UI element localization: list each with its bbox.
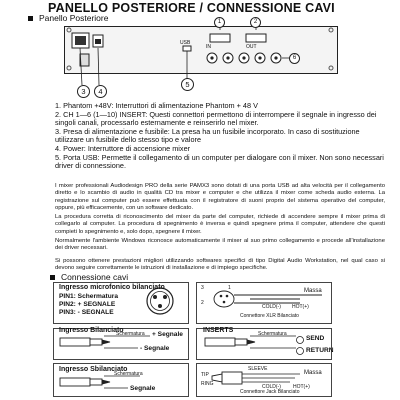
jack-tip-label: TIP xyxy=(201,372,209,378)
xlr-massa-label: Massa xyxy=(304,288,322,294)
line-unbalanced-title: Ingresso Sbilanciato xyxy=(59,366,128,373)
xlr-pin-1: 1 xyxy=(228,285,231,291)
procedure-paragraph: La procedura corretta di riconoscimento del mixer da parte del computer, richiede di accendere sempre il mixer prima di collegarlo al computer. La procedura di spegnimento è inversa e quindi spegnere prima il computer, attendere che questi compieti lo spegnimento e, solo dopo, spegnere il mixer. xyxy=(55,214,385,235)
balanced-minus-label: - Segnale xyxy=(140,345,170,352)
unbalanced-signal-label: Segnale xyxy=(130,385,156,392)
list-item: 4. Power: Interruttore di accensione mixer xyxy=(55,143,191,153)
usb-label: USB xyxy=(180,40,191,46)
callout-2: 2 xyxy=(250,17,261,28)
list-item: 5. Porta USB: Permette il collegamento di un computer per dialogare con il mixer. Non sono necessari driver di connessione. xyxy=(55,152,384,171)
line-balanced-title: Ingresso Bilanciato xyxy=(59,327,124,334)
list-item: 2. CH 1—6 (1—10) INSERT: Questi connettori permettono di interrompere il segnale in ingresso dei singoli canali, processarlo esternamente e reinserirlo nel mixer. xyxy=(55,109,377,128)
jack-cold-label: COLD(-) xyxy=(262,384,281,390)
windows-paragraph: Normalmente l'ambiente Windows riconosce automaticamente il mixer al suo primo collegamento e procede all'installazione dei driver necessari. xyxy=(55,238,385,252)
list-item: 3. Presa di alimentazione e fusibile: La presa ha un fusibile incorporato. In caso di sostituzione utilizzare un fusibile dello stesso tipo e valore xyxy=(55,126,360,145)
jack-ring-label: RING xyxy=(201,381,214,387)
unbalanced-shield-label: Schermatura xyxy=(114,371,143,377)
callout-1: 1 xyxy=(214,17,225,28)
usb-paragraph: I mixer professionali Audiodesign PRO della serie PAMX3 sono dotati di una porta USB ad alta velocità per il collegamento diretto e lo scambio di audio in qualità CD tra mixer e computer e che utilizza il mixer come scheda audio esterna. La registrazione sul computer può essere effettuata con il registratore di suoni proprio del sistema operativo del computer, oppure, più efficacemente, con un software dedicato. xyxy=(55,183,385,212)
pin-2-label: PIN2: + SEGNALE xyxy=(59,300,116,308)
page-title: PANELLO POSTERIORE / CONNESSIONE CAVI xyxy=(48,1,335,15)
inserts-return-label: RETURN xyxy=(306,347,334,354)
callout-6: 6 xyxy=(289,53,300,64)
inserts-send-label: SEND xyxy=(306,335,325,342)
callout-4: 4 xyxy=(94,85,107,98)
inserts-title: INSERTS xyxy=(203,327,234,334)
xlr-pin-3: 3 xyxy=(201,285,204,291)
cables-heading: Connessione cavi xyxy=(61,272,129,282)
list-item: 1. Phantom +48V: Interruttori di alimentazione Phantom + 48 V xyxy=(55,101,258,110)
jack-caption: Connettore Jack Bilanciato xyxy=(240,389,300,395)
daw-paragraph: Si possono ottenere prestazioni migliori utilizzando softwares specifici di tipo Digital Audio Workstation, nel qual caso si devono seguire correttamente le istruzioni di installazione e di impiego specifiche. xyxy=(55,258,385,272)
connector-out-label: OUT xyxy=(246,44,257,50)
jack-sleeve-label: SLEEVE xyxy=(248,366,268,372)
xlr-pin-2: 2 xyxy=(201,300,204,306)
jack-massa-label: Massa xyxy=(304,370,322,376)
connector-in-label: IN xyxy=(206,44,211,50)
balanced-plus-label: + Segnale xyxy=(152,331,183,338)
mic-balanced-title: Ingresso microfonico bilanciato xyxy=(59,284,165,291)
callout-5: 5 xyxy=(181,78,194,91)
mic-pins-list xyxy=(59,293,118,316)
balanced-shield-label: Schermatura xyxy=(116,331,145,337)
rear-panel-heading: Panello Posteriore xyxy=(39,13,109,23)
xlr-caption: Connettore XLR Bilanciato xyxy=(240,313,299,319)
xlr-hot-label: HOT(+) xyxy=(292,304,309,310)
xlr-cold-label: COLD(-) xyxy=(262,304,281,310)
inserts-shield-label: Schermatura xyxy=(258,331,287,337)
callout-3: 3 xyxy=(77,85,90,98)
jack-hot-label: HOT(+) xyxy=(293,384,310,390)
pin-1-label: PIN1: Schermatura xyxy=(59,293,118,300)
pin-3-label: PIN3: - SEGNALE xyxy=(59,308,114,316)
